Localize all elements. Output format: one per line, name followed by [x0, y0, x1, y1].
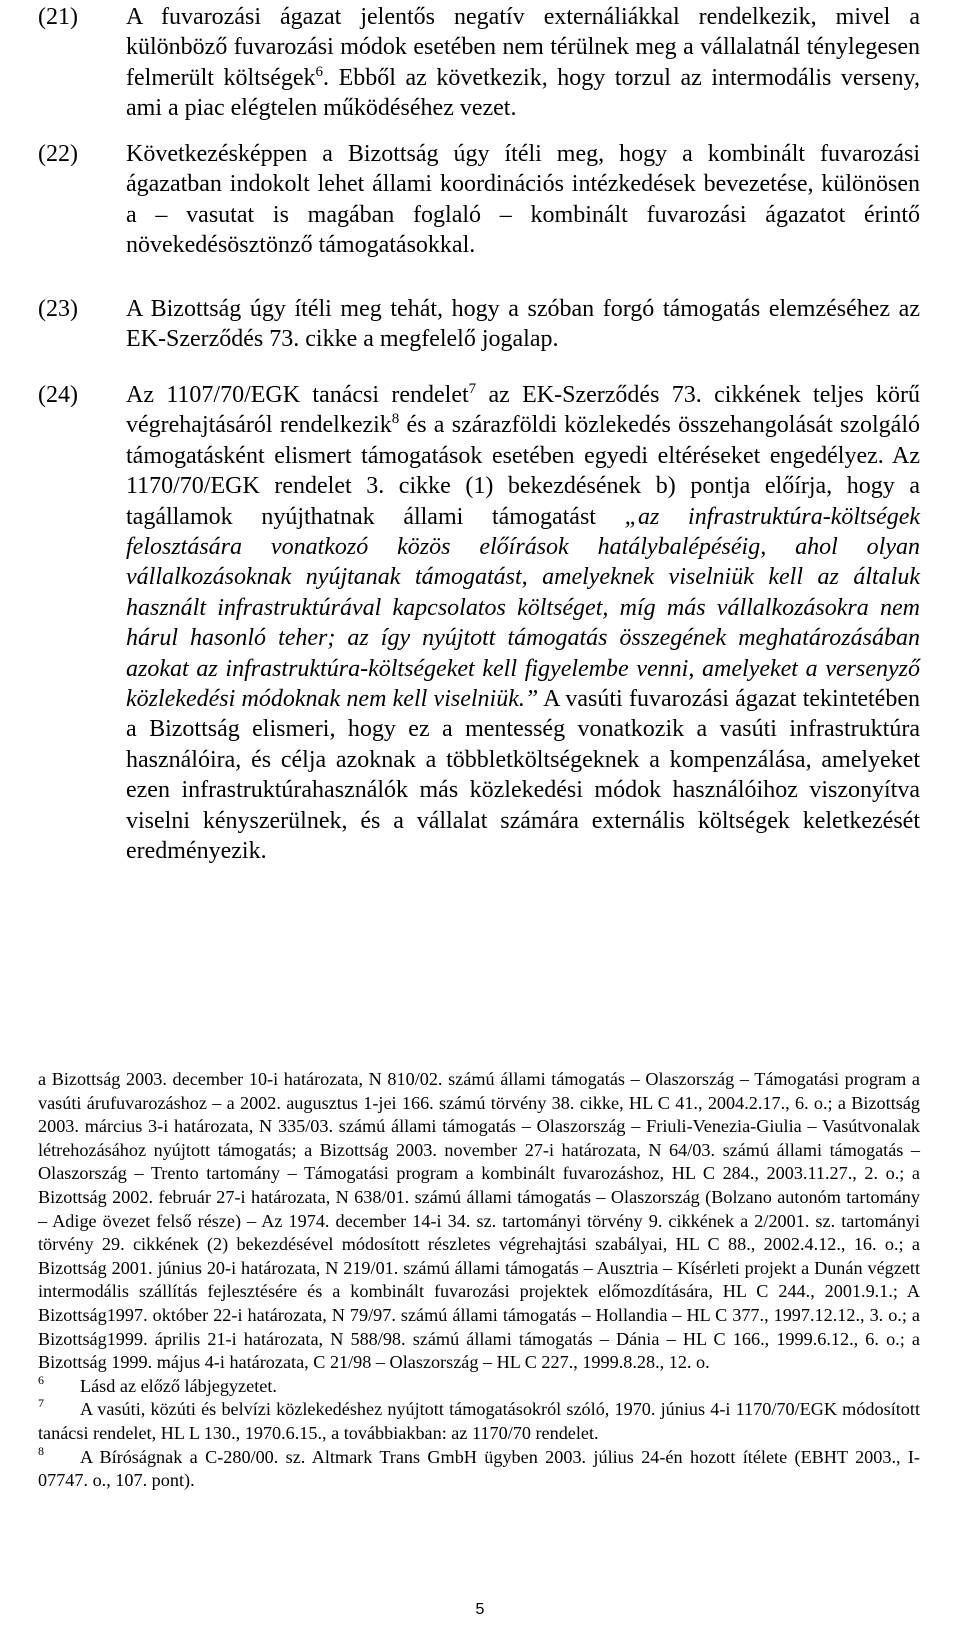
text-run: és a szárazföldi közlekedés összehangolását szolgáló támogatásként elismert támogatások esetében egyedi eltéréseket engedélyez. Az 1170/70/EGK rendelet 3. cikke (1) bekezdésének b) pontja előírja, hogy a tagállamok nyújthatnak állami támogatást	[126, 412, 920, 530]
paragraph-23	[38, 294, 920, 355]
footnote-6: 6 Lásd az előző lábjegyzetet.	[38, 1372, 277, 1396]
text-run: A vasúti fuvarozási ágazat tekintetében a Bizottság elismeri, hogy ez a mentesség vonatkozik a vasúti infrastruktúra használóira, és célja azoknak a többletköltségeknek a kompenzálása, amelyeket ezen infrastruktúrahasználók más közlekedési módok használóihoz viszonyítva viselni kényszerülnek, és a vállalat számára externális költségek keletkezését eredményezik.	[126, 686, 920, 865]
footnote-ref-6: 6	[315, 63, 324, 80]
paragraph-text	[126, 294, 920, 355]
footnotes	[38, 1068, 920, 1493]
paragraph-number: (22)	[38, 141, 78, 167]
text-run: . Ebből az következik, hogy torzul az intermodális verseny, ami a piac elégtelen működéséhez vezet.	[126, 64, 920, 122]
footnote-7: 7 A vasúti, közúti és belvízi közlekedéshez nyújtott támogatásokról szóló, 1970. június 4-i 1170/70/EGK módosított tanácsi rendelet, HL L 130., 1970.6.15., a továbbiakban: az 1170/70 rendelet.	[38, 1396, 920, 1443]
footnote-ref-7: 7	[468, 381, 477, 397]
paragraph-text	[126, 139, 920, 261]
footnote-continuation: a Bizottság 2003. december 10-i határozata, N 810/02. számú állami támogatás – Olaszország – Támogatási program a vasúti árufuvarozáshoz – a 2002. augusztus 1-jei 166. számú törvény 38. cikke, HL C 41., 2004.2.17., 6. o.; a Bizottság 2003. március 3-i határozata, N 335/03. számú állami támogatás – Olaszország – Friuli-Venezia-Giulia – Vasútvonalak létrehozásához nyújtott támogatás; a Bizottság 2003. november 27-i határozata, N 64/03. számú állami támogatás – Olaszország – Trento tartomány – Támogatási program a kombinált fuvarozáshoz, HL C 284., 2003.11.27., 2. o.; a Bizottság 2002. február 27-i határozata, N 638/01. számú állami támogatás – Olaszország (Bolzano autonóm tartomány – Adige övezet felső része) – Az 1974. december 14-i 34. sz. tartományi törvény 9. cikkének a 2/2001. sz. tartományi törvény 29. cikkének (2) bekezdésével módosított részletes végrehajtási szabályai, HL C 88., 2002.4.12., 16. o.; a Bizottság 2001. június 20-i határozata, N 219/01. számú állami támogatás – Ausztria – Kísérleti projekt a Dunán végzett intermodális szállítás fejlesztésére és a kombinált fuvarozási projektek előmozdítására, HL C 244., 2001.9.1.; A Bizottság1997. október 22-i határozata, N 79/97. számú állami támogatás – Hollandia – HL C 377., 1997.12.12., 3. o.; a Bizottság1999. április 21-i határozata, N 588/98. számú állami támogatás – Dánia – HL C 166., 1999.6.12., 6. o.; a Bizottság 1999. május 4-i határozata, C 21/98 – Olaszország – HL C 227., 1999.8.28., 12. o.	[38, 1069, 920, 1373]
paragraph-number: (23)	[38, 296, 78, 322]
paragraph-text	[126, 380, 920, 867]
text-run: A fuvarozási ágazat jelentős negatív externáliákkal rendelkezik, mivel a különböző fuvarozási módok esetében nem térülnek meg a vállalatnál ténylegesen felmerült költségek	[126, 4, 920, 91]
text-run: Az 1107/70/EGK tanácsi rendelet	[126, 382, 469, 408]
paragraph-24	[38, 380, 920, 867]
footnote-text: A Bíróságnak a C-280/00. sz. Altmark Trans GmbH ügyben 2003. július 24-én hozott ítélete (EBHT 2003., I-07747. o., 107. pont).	[38, 1446, 920, 1491]
paragraph-text	[126, 2, 920, 124]
text-run: az EK-Szerződés 73. cikkének teljes körű végrehajtásáról rendelkezik	[126, 382, 921, 439]
text-run: Következésképpen a Bizottság úgy ítéli meg, hogy a kombinált fuvarozási ágazatban indokolt lehet állami koordinációs intézkedések bevezetése, különösen a – vasutat is magában foglaló – kombinált fuvarozási ágazatot érintő növekedésösztönző támogatásokkal.	[126, 141, 920, 259]
text-run: A Bizottság úgy ítéli meg tehát, hogy a szóban forgó támogatás elemzéséhez az EK-Szerződés 73. cikke a megfelelő jogalap.	[126, 296, 920, 353]
footnote-text: A vasúti, közúti és belvízi közlekedéshez nyújtott támogatásokról szóló, 1970. június 4-i 1170/70/EGK módosított tanácsi rendelet, HL L 130., 1970.6.15., a továbbiakban: az 1170/70 rendelet.	[38, 1399, 920, 1443]
paragraph-number: (24)	[38, 382, 78, 408]
paragraph-22	[38, 139, 920, 261]
footnote-ref-8: 8	[391, 411, 400, 428]
page-number: 5	[475, 1601, 485, 1618]
footnote-text: Lásd az előző lábjegyzetet.	[80, 1375, 277, 1396]
paragraph-number: (21)	[38, 4, 78, 30]
footnote-8: 8 A Bíróságnak a C-280/00. sz. Altmark Trans GmbH ügyben 2003. július 24-én hozott ítélete (EBHT 2003., I-07747. o., 107. pont).	[38, 1443, 920, 1491]
paragraph-21	[38, 2, 920, 124]
quoted-regulation-text: „az infrastruktúra-költségek felosztására vonatkozó közös előírások hatálybalépéséig, ahol olyan vállalkozásoknak nyújtanak támogatást, amelyeknek viselniük kell az általuk használt infrastruktúrával kapcsolatos költséget, míg más vállalkozásokra nem hárul hasonló teher; az így nyújtott támogatás összegének meghatározásában azokat az infrastruktúra-költségeket kell figyelembe venni, amelyeket a versenyző közlekedési módoknak nem kell viselniük.”	[126, 503, 920, 713]
